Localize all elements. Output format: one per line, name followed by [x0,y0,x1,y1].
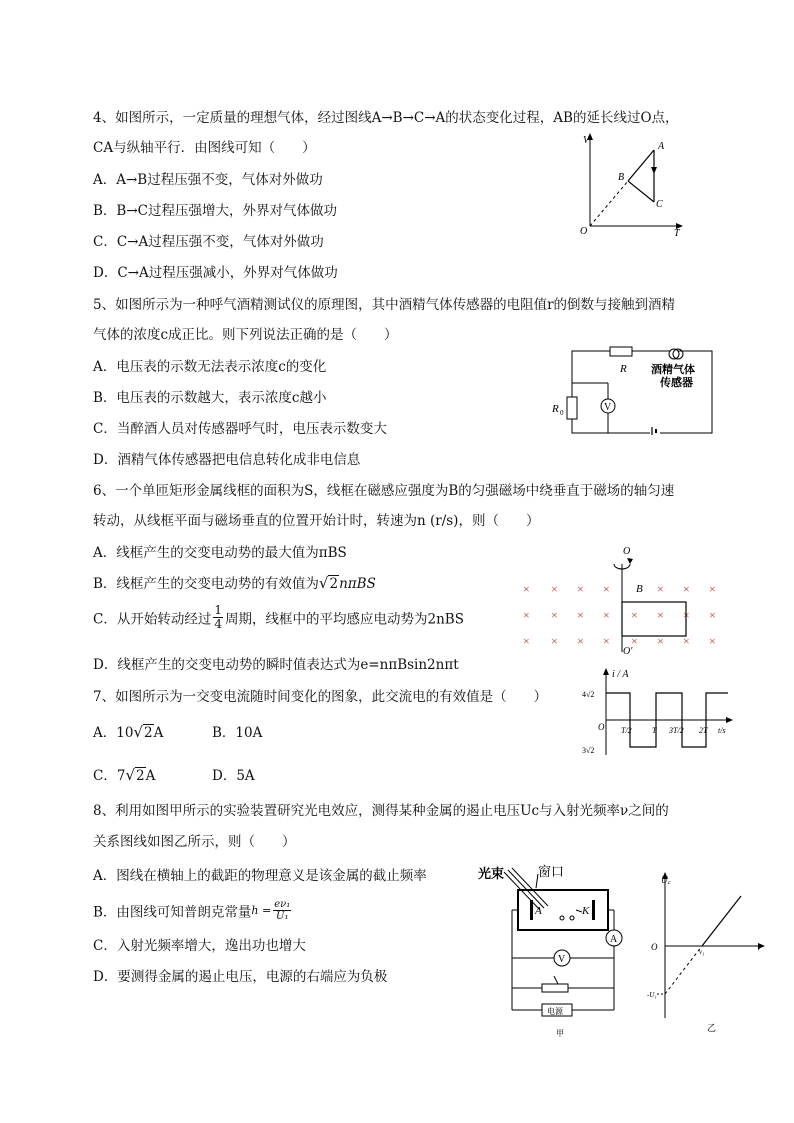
q5-circuit-diagram [548,343,720,437]
q6-option-d: D．线框产生的交变电动势的瞬时值表达式为e=nπBsin2nπt [93,657,459,673]
q4-stem-line-1: 4、如图所示，一定质量的理想气体，经过图线A→B→C→A的状态变化过程，AB的延长线过O点， [93,110,679,126]
q5-resistor-r [610,347,632,356]
q8-origin: O [651,942,658,952]
q8-cathode-label: K [582,905,590,917]
q8-nu1-label: ν₁ [699,948,705,956]
svg-text:电源: 电源 [547,1007,563,1016]
q6-option-c: C．从开始转动经过 $\frac{1}{4}$ 周期，线框中的平均感应电动势为2nBS [93,603,464,631]
q8-option-c: C．入射光频率增大，逸出功也增大 [93,938,306,954]
field-cross-mark: × [523,582,530,596]
field-cross-mark: × [577,608,584,622]
q8-beam-label: 光束 [478,866,505,881]
q8-stem-line-1: 8、利用如图甲所示的实验装置研究光电效应，测得某种金属的遏止电压Uc与入射光频率ν之间的 [93,803,669,819]
q8-option-b: B．由图线可知普朗克常量h = $\frac{\text{eν₁}}{\text{U₁}}$ [93,899,291,922]
q7-x-label: t/s [718,726,726,735]
q7-pos-value: 4√2 [582,690,595,699]
q4-point-c: C [656,199,663,210]
q7-option-a: A．10√2A [93,723,164,741]
field-cross-mark: × [709,608,716,622]
q7-option-c: C．7√2A [93,766,156,784]
field-cross-mark: × [577,634,584,648]
q7-origin: O [598,722,605,732]
field-cross-mark: × [577,582,584,596]
q7-tick-1: T/2 [621,726,632,735]
field-cross-mark: × [551,582,558,596]
q5-stem-line-1: 5、如图所示为一种呼气酒精测试仪的原理图，其中酒精气体传感器的电阻值r的倒数与接触到酒精 [93,297,676,313]
field-cross-mark: × [683,608,690,622]
q8-option-a: A．图线在横轴上的截距的物理意义是该金属的截止频率 [93,868,427,884]
svg-text:V: V [604,402,612,413]
q5-r-label: R [620,363,627,375]
field-cross-mark: × [523,608,530,622]
q6-stem-line-1: 6、一个单匝矩形金属线框的面积为S，线框在磁感应强度为B的匀强磁场中绕垂直于磁场的轴匀速 [93,483,675,499]
q4-point-a: A [658,141,665,152]
q5-option-c: C．当醉酒人员对传感器呼气时，电压表示数变大 [93,421,387,437]
q6-option-a: A．线框产生的交变电动势的最大值为πBS [93,545,347,561]
q4-stem-line-2: CA与纵轴平行．由图线可知（ ） [93,140,316,156]
q5-sensor-label-2: 传感器 [660,377,693,389]
field-cross-mark: × [657,608,664,622]
q4-option-d: D．C→A过程压强减小，外界对气体做功 [93,265,338,281]
q6-axis-bottom-label: O' [623,646,633,657]
q5-resistor-r0 [567,397,577,419]
q4-vt-graph [570,130,690,238]
q7-option-b: B．10A [212,725,263,741]
q5-option-b: B．电压表的示数越大，表示浓度c越小 [93,390,327,406]
q7-neg-value: 3√2 [582,746,595,755]
q8-anode-label: A [535,905,542,917]
field-cross-mark: × [631,634,638,648]
q6-field-crosses [523,582,716,648]
q6-stem-line-2: 转动，从线框平面与磁场垂直的位置开始计时，转速为n (r/s)，则（ ） [93,513,540,529]
q8-window-label: 窗口 [538,864,565,879]
field-cross-mark: × [657,582,664,596]
q4-v-label: V [583,135,590,146]
q7-current-time-graph [578,665,738,765]
field-cross-mark: × [603,634,610,648]
q8-y-label: U꜀ [661,875,671,885]
q8-caption-yi: 乙 [707,1023,717,1033]
field-cross-mark: × [683,582,690,596]
q8-x-label: ν [757,942,761,952]
q7-y-label: i / A [612,669,629,680]
q4-origin-label: O [580,226,588,237]
q7-tick-2: T [652,726,657,735]
field-cross-mark: × [709,582,716,596]
q7-tick-4: 2T [699,726,708,735]
svg-text:A: A [610,934,618,945]
field-cross-mark: × [551,608,558,622]
q5-stem-line-2: 气体的浓度c成正比。则下列说法正确的是（ ） [93,327,398,343]
q4-option-a: A．A→B过程压强不变，气体对外做功 [93,172,323,188]
q8-neg-u1-label: -U₁ [647,991,657,999]
q8-stem-line-2: 关系图线如图乙所示，则（ ） [93,834,296,850]
field-cross-mark: × [603,608,610,622]
svg-text:0: 0 [560,409,564,417]
q8-option-d: D．要测得金属的遏止电压，电源的右端应为负极 [93,969,388,985]
svg-text:V: V [558,954,566,965]
field-cross-mark: × [709,634,716,648]
q8-graph-line [702,896,741,946]
q5-sensor-label-1: 酒精气体 [651,364,695,376]
q4-option-c: C．C→A过程压强不变，气体对外做功 [93,234,324,250]
q5-option-d: D．酒精气体传感器把电信息转化成非电信息 [93,452,361,468]
q6-magnetic-field-diagram [515,540,725,665]
q7-stem: 7、如图所示为一交变电流随时间变化的图象，此交流电的有效值是（ ） [93,689,548,705]
q6-field-label: B [636,583,643,595]
q8-caption-jia: 甲 [556,1029,564,1038]
q4-t-label: T [674,228,680,238]
q4-point-b: B [618,172,625,183]
field-cross-mark: × [657,634,664,648]
q6-axis-top-label: O [623,546,631,557]
field-cross-mark: × [551,634,558,648]
q7-tick-3: 3T/2 [669,726,684,735]
q8-rheostat [542,984,568,992]
q6-option-b: B．线框产生的交变电动势的有效值为√2nπBS [93,574,376,592]
q7-option-d: D．5A [212,768,255,784]
q4-option-b: B．B→C过程压强增大，外界对气体做功 [93,203,337,219]
q5-option-a: A．电压表的示数无法表示浓度c的变化 [93,359,327,375]
field-cross-mark: × [523,634,530,648]
q5-r0-label: R [552,403,559,415]
field-cross-mark: × [683,634,690,648]
q8-apparatus-diagram [478,860,628,1040]
field-cross-mark: × [631,608,638,622]
q8-stopping-voltage-graph [645,870,775,1035]
field-cross-mark: × [603,582,610,596]
